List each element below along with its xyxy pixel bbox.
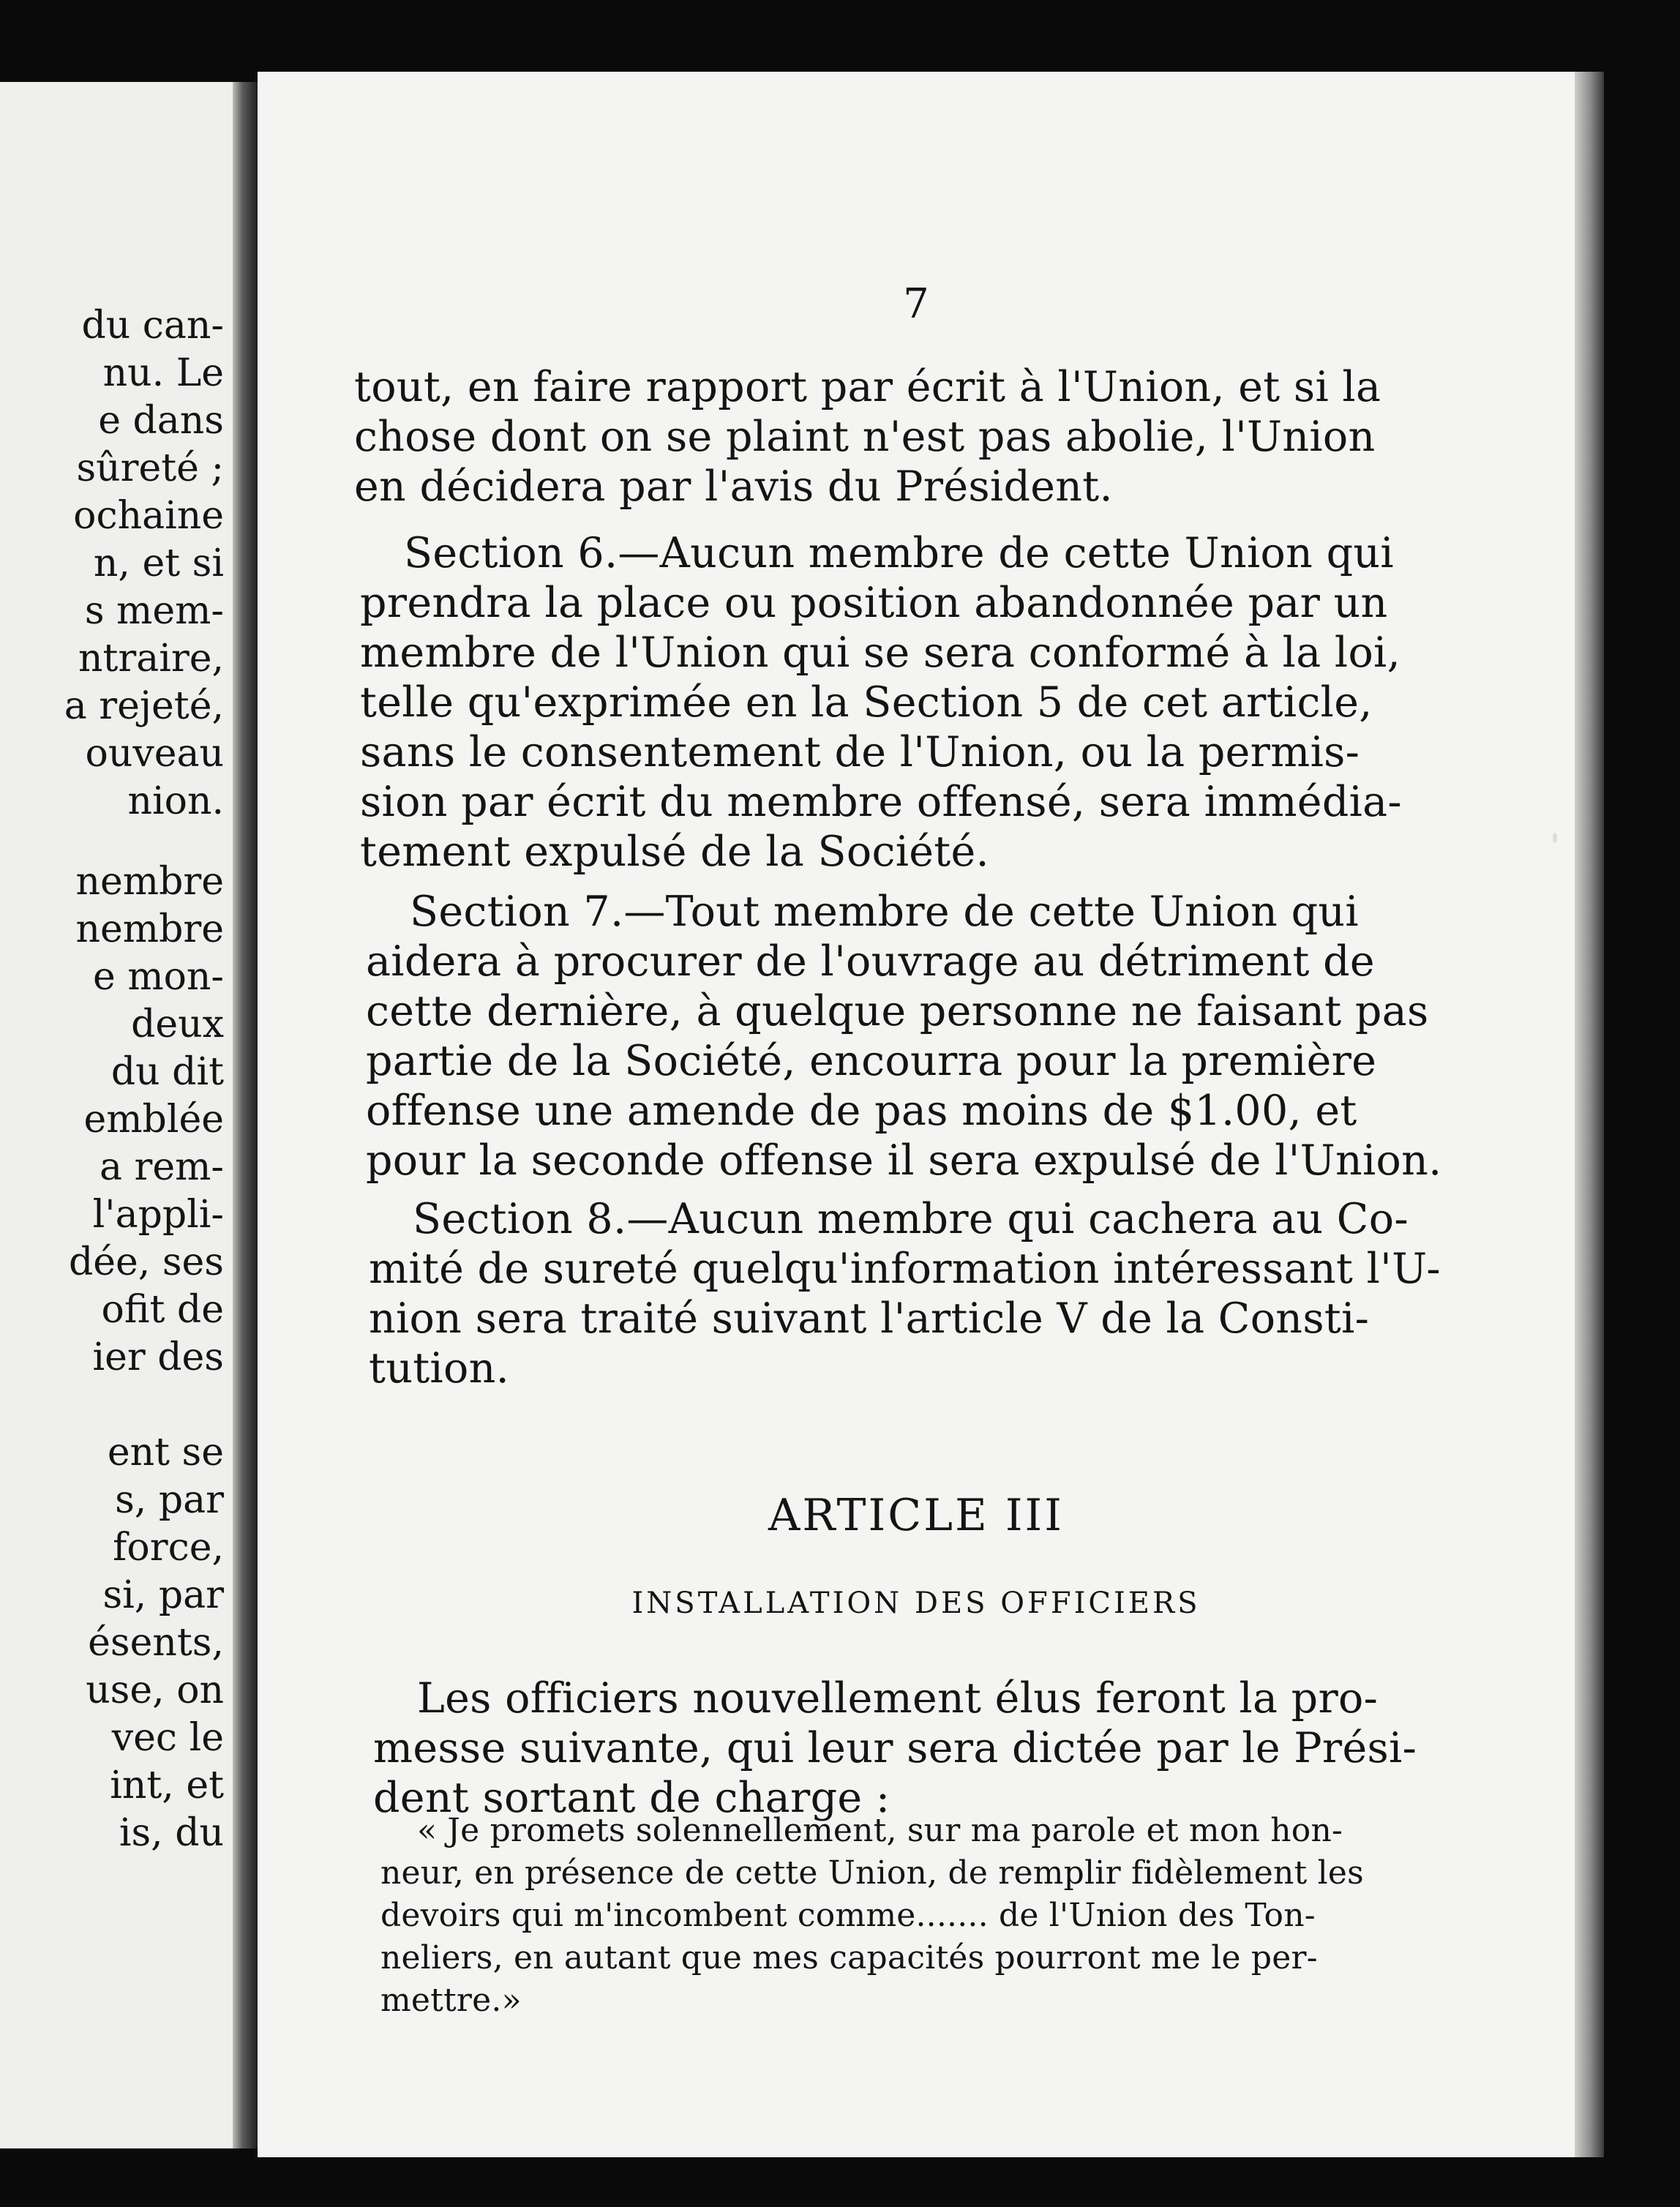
left-page-line: nembre (75, 907, 224, 951)
text-line: en décidera par l'avis du Président. (354, 462, 1113, 511)
text-line: telle qu'exprimée en la Section 5 de cet article, (360, 678, 1373, 727)
left-page-line: vec le (111, 1716, 224, 1760)
text-line: Section 6.—Aucun membre de cette Union qui (404, 529, 1394, 577)
text-line: Les officiers nouvellement élus feront la pro- (417, 1674, 1379, 1723)
page-edge (1575, 72, 1604, 2157)
left-page-line: is, du (119, 1811, 224, 1855)
text-line: neliers, en autant que mes capacités pourront me le per- (380, 1939, 1318, 1976)
left-page-line: sûreté ; (76, 446, 224, 490)
left-page-line: emblée (83, 1098, 224, 1142)
left-page-line: s, par (115, 1478, 224, 1522)
left-page-line: n, et si (93, 542, 224, 585)
text-line: partie de la Société, encourra pour la première (366, 1037, 1377, 1085)
left-page-line: ntraire, (78, 637, 224, 681)
left-page-line: deux (131, 1003, 224, 1046)
left-page-line: si, par (102, 1573, 224, 1617)
text-line: membre de l'Union qui se sera conformé à la loi, (360, 629, 1401, 677)
left-page-line: a rem- (99, 1145, 224, 1189)
left-page-line: s mem- (84, 589, 224, 633)
text-line: dent sortant de charge : (373, 1774, 890, 1822)
article-title: ARTICLE III (768, 1490, 1064, 1541)
text-line: cette dernière, à quelque personne ne faisant pas (366, 987, 1429, 1035)
text-line: tement expulsé de la Société. (360, 828, 989, 876)
left-page-line: e dans (98, 399, 224, 443)
text-line: tout, en faire rapport par écrit à l'Union, et si la (354, 363, 1381, 411)
left-page-line: l'appli- (92, 1193, 224, 1237)
text-line: mettre.» (380, 1982, 522, 2019)
text-line: mité de sureté quelqu'information intéressant l'U- (369, 1245, 1441, 1293)
left-page-line: e mon- (93, 955, 224, 999)
left-page-line: dée, ses (68, 1240, 224, 1284)
left-page-line: ier des (92, 1335, 224, 1379)
text-line: sans le consentement de l'Union, ou la permis- (360, 728, 1360, 776)
left-page-line: ouveau (85, 732, 224, 776)
text-line: chose dont on se plaint n'est pas abolie, l'Union (354, 413, 1376, 461)
left-page-line: nembre (75, 860, 224, 904)
book-gutter (233, 82, 258, 2148)
text-line: nion sera traité suivant l'article V de la Consti- (369, 1294, 1370, 1343)
text-line: messe suivante, qui leur sera dictée par le Prési- (373, 1724, 1417, 1772)
left-page-line: ochaine (73, 494, 224, 538)
page-number: 7 (903, 280, 929, 328)
text-line: « Je promets solennellement, sur ma parole et mon hon- (417, 1812, 1343, 1849)
left-page-line: ent se (107, 1431, 224, 1475)
text-line: sion par écrit du membre offensé, sera immédia- (360, 778, 1402, 826)
text-line: devoirs qui m'incombent comme....... de l'Union des Ton- (380, 1897, 1316, 1934)
left-page-fragment (0, 82, 233, 2148)
text-line: neur, en présence de cette Union, de remplir fidèlement les (380, 1854, 1364, 1892)
left-page-line: a rejeté, (64, 684, 224, 728)
paper-speck (1553, 833, 1557, 843)
left-page-line: du dit (110, 1050, 224, 1094)
left-page-line: du can- (81, 304, 224, 348)
left-page-line: use, on (86, 1668, 224, 1712)
article-subtitle: INSTALLATION DES OFFICIERS (631, 1586, 1201, 1620)
left-page-line: ofit de (101, 1288, 224, 1332)
left-page-line: force, (113, 1526, 224, 1570)
left-page-line: ésents, (88, 1621, 224, 1665)
left-page-line: nion. (127, 779, 224, 823)
left-page-line: nu. Le (102, 351, 224, 395)
text-line: prendra la place ou position abandonnée par un (360, 579, 1388, 627)
text-line: offense une amende de pas moins de $1.00, et (366, 1087, 1357, 1135)
text-line: pour la seconde offense il sera expulsé de l'Union. (366, 1136, 1442, 1185)
text-line: tution. (369, 1344, 509, 1393)
text-line: aidera à procurer de l'ouvrage au détriment de (366, 937, 1375, 986)
left-page-line: int, et (110, 1764, 224, 1807)
text-line: Section 8.—Aucun membre qui cachera au Co- (413, 1195, 1409, 1243)
text-line: Section 7.—Tout membre de cette Union qui (410, 888, 1359, 936)
right-page (258, 72, 1575, 2157)
